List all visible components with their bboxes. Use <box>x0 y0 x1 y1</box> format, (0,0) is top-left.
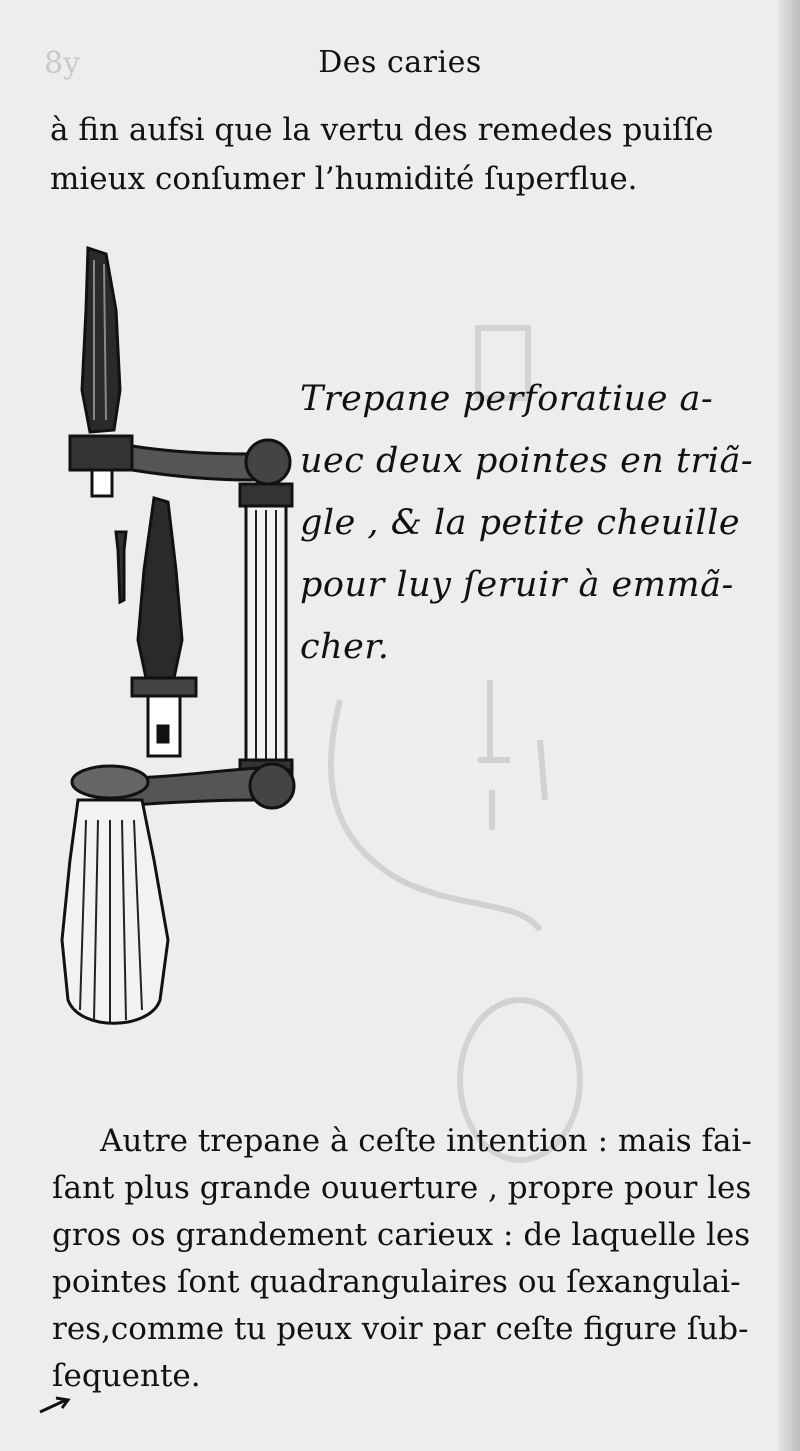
caption-line: Trepane perforatiue a- <box>300 379 714 419</box>
handle-knob <box>62 800 168 1023</box>
small-peg <box>116 532 126 602</box>
text-line: ſant plus grande ouuerture , propre pour les <box>52 1170 752 1206</box>
caption-line: pour luy ſeruir à emmã- <box>300 565 734 605</box>
trepan-woodcut-illustration <box>50 240 315 1040</box>
caption-line: uec deux pointes en triã- <box>300 441 754 481</box>
text-line: pointes ſont quadrangulaires ou ſexangulai- <box>52 1264 741 1300</box>
text-line: gros os grandement carieux : de laquelle les <box>52 1217 751 1253</box>
drill-bit-top <box>82 248 120 432</box>
caption-line: gle , & la petite cheuille <box>300 503 741 543</box>
paragraph-bottom <box>52 1118 752 1400</box>
text-line: ſequente. <box>52 1358 201 1394</box>
ink-mark <box>36 1388 96 1418</box>
paragraph-top <box>50 106 740 204</box>
drill-bit-second <box>138 498 182 678</box>
figure-caption <box>300 368 754 678</box>
handle-cap <box>72 766 148 798</box>
text-line: mieux conſumer l’humidité ſuperflue. <box>50 161 638 197</box>
text-line: Autre trepane à ceſte intention : mais fai- <box>100 1123 752 1159</box>
text-line: à fin aufsi que la vertu des remedes puiſſe <box>50 112 714 148</box>
bit-collar <box>70 436 132 470</box>
text-line: res,comme tu peux voir par ceſte figure ſub- <box>52 1311 749 1347</box>
caption-line: cher. <box>300 627 390 667</box>
bleed-page-number: 8y <box>44 46 81 81</box>
running-header: Des caries <box>318 45 482 80</box>
